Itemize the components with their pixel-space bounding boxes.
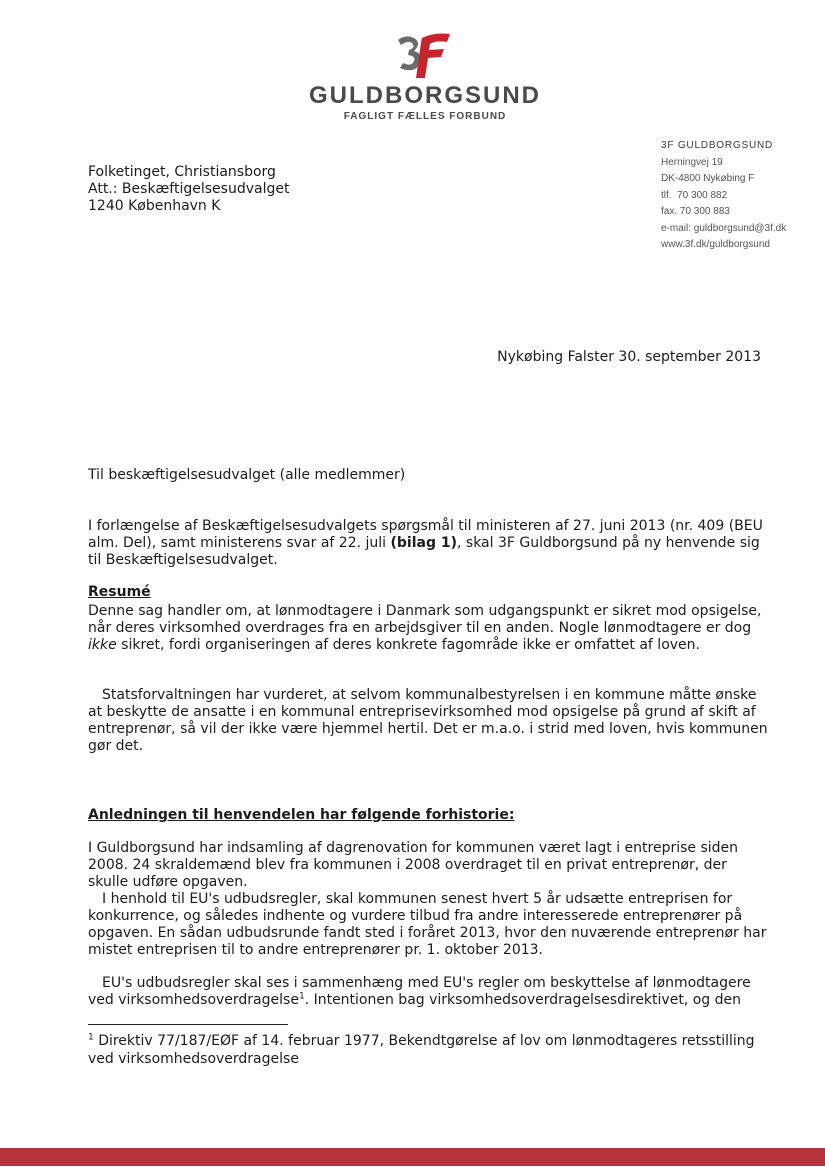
recipient-line: Folketinget, Christiansborg [88,164,276,180]
sender-contact [661,138,786,254]
resume-heading: Resumé [88,584,151,600]
footnote [88,1032,768,1068]
footnote-number: 1 [88,1032,94,1043]
sender-web[interactable]: www.3f.dk/guldborgsund [661,239,770,250]
resume-paragraph-2: Statsforvaltningen har vurderet, at selvom kommunalbestyrelsen i en kommune måtte ønske at beskytte de ansatte i en kommunal entreprisevirksomhed mod opsigelse på grund af skift af entreprenør, så vil der ikke være hjemmel hertil. Det er m.a.o. i strid med loven, hvis kommunen gør det. [88,687,768,754]
history-paragraph-3 [88,975,768,1009]
sender-org: 3F GULDBORGSUND [661,140,774,151]
recipient-address [88,164,289,215]
resume-paragraph [88,603,768,654]
history-text: . Intentionen bag virksomhedsoverdragelsesdirektivet, og den [304,992,741,1008]
sender-street: Herningvej 19 [661,156,723,168]
logo-subtitle: FAGLIGT FÆLLES FORBUND [343,111,507,122]
resume-text: sikret, fordi organiseringen af deres konkrete fagområde ikke er omfattet af loven. [116,637,700,653]
3f-logo-icon [392,30,458,82]
footnote-divider [88,1024,288,1025]
recipient-line: 1240 København K [88,198,221,214]
logo-name: GULDBORGSUND [309,82,541,109]
addressee: Til beskæftigelsesudvalget (alle medlemmer) [88,467,406,483]
sender-email[interactable]: e-mail: guldborgsund@3f.dk [661,222,787,234]
recipient-line: Att.: Beskæftigelsesudvalget [88,181,290,197]
bottom-brand-bar [0,1148,825,1166]
sender-city: DK-4800 Nykøbing F [661,173,755,184]
resume-italic: ikke [88,637,117,653]
intro-bold: (bilag 1) [390,535,457,551]
intro-text: I forlængelse af Beskæftigelsesudvalgets spørgsmål til ministeren af 27. juni 2013 (nr. 409 (BEU alm. Del), samt ministerens svar af 22. juli [88,518,763,551]
resume-text: Denne sag handler om, at lønmodtagere i Danmark som udgangspunkt er sikret mod opsigelse, når deres virksomhed overdrages fra en arbejdsgiver til en anden. Nogle lønmodtagere er dog [88,603,762,636]
history-paragraph-1: I Guldborgsund har indsamling af dagrenovation for kommunen været lagt i entreprise siden 2008. 24 skraldemænd blev fra kommunen i 2008 overdraget til en privat entreprenør, der skulle udføre opgaven. [88,840,739,890]
footnote-text: Direktiv 77/187/EØF af 14. februar 1977, Bekendtgørelse af lov om lønmodtageres retsstilling ved virksomhedsoverdragelse [88,1033,755,1067]
sender-fax: fax. 70 300 883 [661,206,730,217]
history-text: EU's udbudsregler skal ses i sammenhæng med EU's regler om beskyttelse af lønmodtagere ved virksomhedsoverdragelse [88,975,751,1008]
history-heading: Anledningen til henvendelen har følgende forhistorie: [88,807,515,823]
footnote-ref[interactable]: 1 [298,991,305,1002]
sender-phone: tlf. 70 300 882 [661,189,728,201]
intro-text: , skal 3F Guldborgsund på ny henvende sig til Beskæftigelsesudvalget. [88,535,760,568]
dateline: Nykøbing Falster 30. september 2013 [497,349,761,365]
intro-paragraph [88,518,768,569]
history-paragraph-2: I henhold til EU's udbudsregler, skal kommunen senest hvert 5 år udsætte entreprisen for konkurrence, og således indhente og vurdere tilbud fra andre interesserede entreprenører på opgaven. En sådan udbudsrunde fandt sted i foråret 2013, hvor den nuværende entreprenør har mistet entreprisen til to andre entreprenører pr. 1. oktober 2013. [88,891,767,958]
